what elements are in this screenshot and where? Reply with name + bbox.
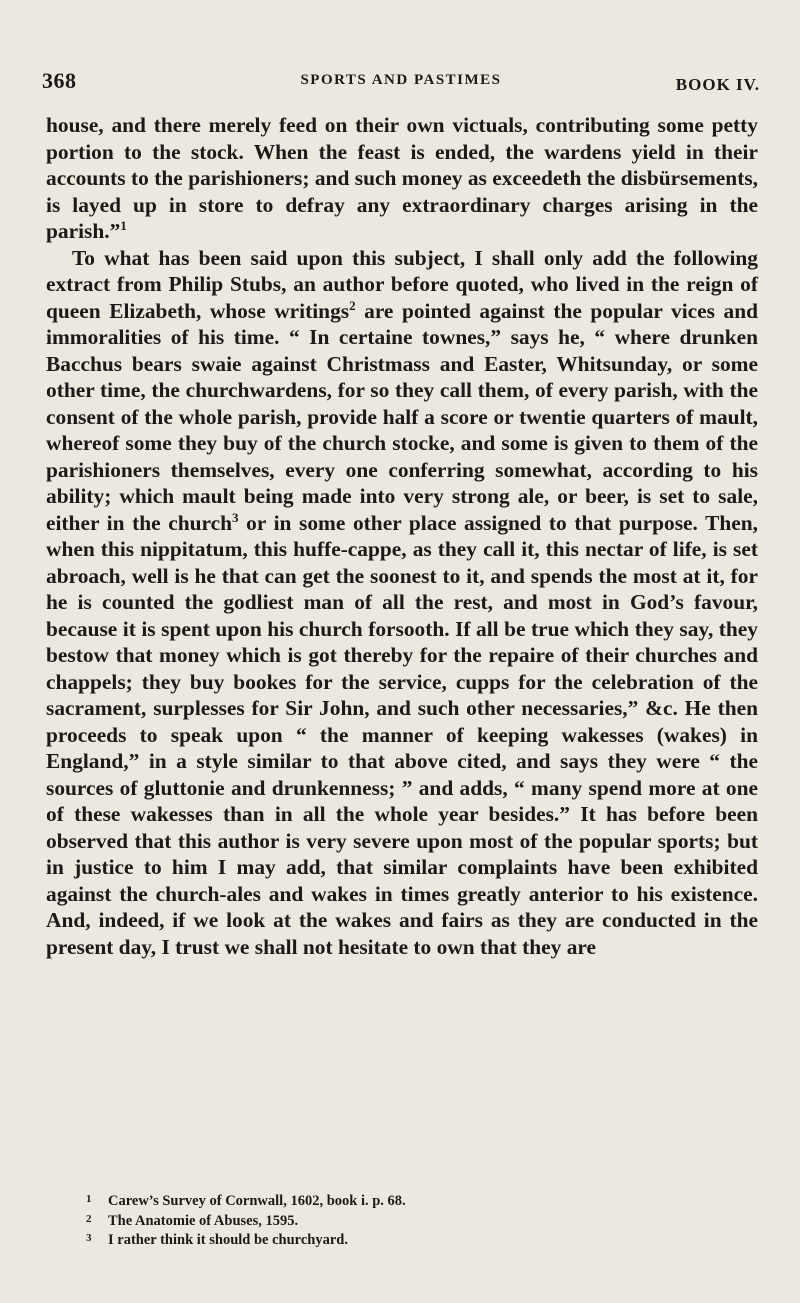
running-title: SPORTS AND PASTIMES [300,72,502,88]
page-number: 368 [42,68,77,93]
footnote-mark: 2 [86,1212,92,1225]
book-label: BOOK IV. [675,75,760,94]
main-text [46,112,758,960]
paragraph-2-text-a: To what has been said upon this subject, I shall only add the following extract from Philip Stubs, an author before quoted, who lived in the reign of queen Elizabeth, whose writings [46,245,758,323]
footnotes [86,1191,746,1250]
footnote-text: The Anatomie of Abuses, 1595. [108,1212,299,1229]
page-header [42,68,760,102]
paragraph-2-text-c: or in some other place assigned to that purpose. Then, when this nippitatum, this huffe-cappe, as they call it, this nectar of life, is set abroach, well is he that can get the soonest to it, and spends the most at it, for he is counted the godliest man of all the rest, and most in God’s favour, because it is spent upon his church forsooth. If all be true which they say, they bestow that money which is got thereby for the repaire of their churches and chappels; they buy bookes for the service, cupps for the celebration of the sacrament, surplesses for Sir John, and such other necessaries,” &c. He then proceeds to speak upon “ the manner of keeping wakesses (wakes) in England,” in a style similar to that above cited, and says they were “ the sources of gluttonie and drunkenness; ” and adds, “ many spend more at one of these wakesses than in all the whole year besides.” It has before been observed that this author is very severe upon most of the popular sports; but in justice to him I may add, that similar complaints have been exhibited against the church-ales and wakes in times greatly anterior to his existence. And, indeed, if we look at the wakes and fairs as they are conducted in the present day, I trust we shall not hesitate to own that they are [46,510,758,959]
footnote [86,1230,746,1250]
footnote-ref-1: 1 [120,217,127,233]
paragraph-2-text-b: are pointed against the popular vices and immoralities of his time. “ In certaine townes,” says he, “ where drunken Bacchus bears swaie against Christmass and Easter, Whitsunday, or some other time, the churchwardens, for so they call them, of every parish, with the consent of the whole parish, provide half a score or twentie quarters of mault, whereof some they buy of the church stocke, and some is given to them of the parishioners themselves, every one conferring somewhat, according to his ability; which mault being made into very strong ale, or beer, is set to sale, either in the church [46,298,758,535]
footnote-text: Carew’s Survey of Cornwall, 1602, book i. p. 68. [108,1193,406,1209]
footnote-ref-3: 3 [232,509,239,525]
footnote-mark: 1 [86,1193,92,1205]
footnote-ref-2: 2 [349,297,356,313]
paragraph-1 [46,112,758,245]
footnote [86,1211,746,1231]
footnote-mark: 3 [86,1232,92,1244]
footnote-text: I rather think it should be churchyard. [108,1232,348,1248]
paragraph-2 [46,245,758,961]
footnote [86,1191,746,1211]
paragraph-1-text: house, and there merely feed on their own victuals, contributing some petty portion to the stock. When the feast is ended, the wardens yield in their accounts to the parishioners; and such money as exceedeth the disbürsements, is layed up in store to defray any extraordinary charges arising in the parish.” [46,113,758,243]
